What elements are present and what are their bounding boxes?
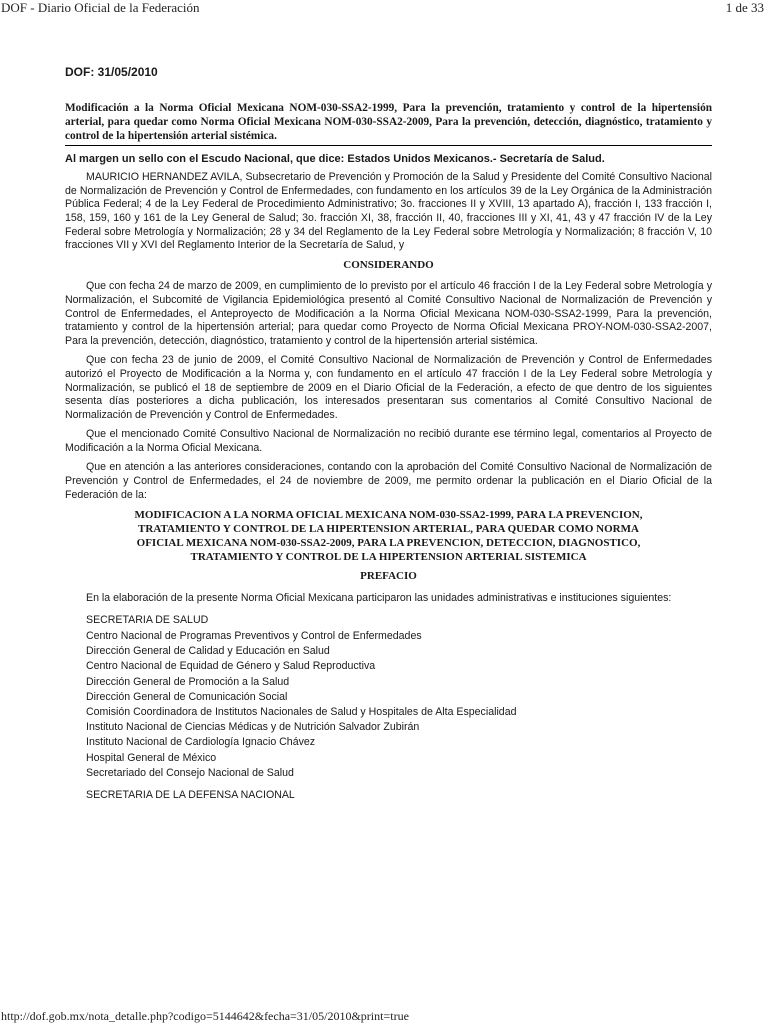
institution-item: Dirección General de Calidad y Educación en Salud [86,645,330,658]
document-body [65,66,712,811]
institution-group-heading: SECRETARIA DE LA DEFENSA NACIONAL [86,789,295,802]
prefacio-heading: PREFACIO [360,570,417,583]
institution-item: Hospital General de México [86,751,217,764]
print-footer-url[interactable]: http://dof.gob.mx/nota_detalle.php?codigo=5144642&fecha=31/05/2010&print=true [1,1009,409,1023]
institution-item: Centro Nacional de Programas Preventivos y Control de Enfermedades [86,630,422,643]
dof-date-line: DOF: 31/05/2010 [65,65,158,79]
institution-group-heading: SECRETARIA DE SALUD [86,614,209,627]
seal-line: Al margen un sello con el Escudo Nacional, que dice: Estados Unidos Mexicanos.- Secretaría de Salud. [65,152,605,165]
prefacio-intro: En la elaboración de la presente Norma Oficial Mexicana participaron las unidades administrativas e instituciones siguientes: [86,591,672,604]
institution-item: Centro Nacional de Equidad de Género y Salud Reproductiva [86,660,376,673]
print-header [0,0,768,16]
institution-item: Secretariado del Consejo Nacional de Salud [86,766,294,779]
institution-group-defensa [65,789,712,803]
institution-item: Instituto Nacional de Ciencias Médicas y de Nutrición Salvador Zubirán [86,721,420,734]
considerando-paragraph-3: Que el mencionado Comité Consultivo Nacional de Normalización no recibió durante ese término legal, comentarios al Proyecto de Modificación a la Norma Oficial Mexicana. [65,428,712,454]
print-header-title: DOF - Diario Oficial de la Federación [1,0,200,15]
institution-item: Comisión Coordinadora de Institutos Nacionales de Salud y Hospitales de Alta Especialidad [86,706,517,719]
print-header-page-count: 1 de 33 [725,0,764,15]
considerando-paragraph-2: Que con fecha 23 de junio de 2009, el Comité Consultivo Nacional de Normalización de Prevención y Control de Enfermedades autorizó el Proyecto de Modificación a la Norma y, con fundamento en el artículo 47 fracción I de la Ley Federal sobre Metrología y Normalización, se publicó el 18 de septiembre de 2009 en el Diario Oficial de la Federación, a efecto de que dentro de los siguientes sesenta días posteriores a dicha publicación, los interesados presentaran sus comentarios al Comité Consultivo Nacional de Normalización de Prevención y Control de Enfermedades. [65,354,712,421]
considerando-heading: CONSIDERANDO [343,258,434,271]
preamble-paragraph: MAURICIO HERNANDEZ AVILA, Subsecretario de Prevención y Promoción de la Salud y Presidente del Comité Consultivo Nacional de Normalización de Prevención y Control de Enfermedades, con fundamento en los artículos 39 de la Ley Orgánica de la Administración Pública Federal; 4 de la Ley Federal de Procedimiento Administrativo; 3o. fracciones II y XVIII, 13 apartado A), fracción I, 133 fracción I, 158, 159, 160 y 161 de la Ley General de Salud; 3o. fracción XI, 38, fracción II, 40, fracciones III y XI, 41, 43 y 47 fracción IV de la Ley Federal sobre Metrología y Normalización; 28 y 34 del Reglamento de la Ley Federal sobre Metrología y Normalización; 8 fracción V, 10 fracciones VII y XVI del Reglamento Interior de la Secretaría de Salud, y [65,171,712,252]
considerando-paragraph-1: Que con fecha 24 de marzo de 2009, en cumplimiento de lo previsto por el artículo 46 fracción I de la Ley Federal sobre Metrología y Normalización, el Subcomité de Vigilancia Epidemiológica presentó al Comité Consultivo Nacional de Normalización de Prevención y Control de Enfermedades, el Anteproyecto de Modificación a la Norma Oficial Mexicana NOM-030-SSA2-1999, Para la prevención, tratamiento y control de la hipertensión arterial; para quedar como Proyecto de Norma Oficial Mexicana PROY-NOM-030-SSA2-2007, Para la prevención, detección, diagnóstico, tratamiento y control de la hipertensión arterial sistémica. [65,280,712,347]
institution-item: Dirección General de Comunicación Social [86,690,288,703]
considerando-paragraph-4: Que en atención a las anteriores consideraciones, contando con la aprobación del Comité Consultivo Nacional de Normalización de Prevención y Control de Enfermedades, el 24 de noviembre de 2009, me permito ordenar la publicación en el Diario Oficial de la Federación de la: [65,461,712,501]
document-title: Modificación a la Norma Oficial Mexicana NOM-030-SSA2-1999, Para la prevención, tratamiento y control de la hipertensión arterial, para quedar como Norma Oficial Mexicana NOM-030-SSA2-2009, Para la prevención, detección, diagnóstico, tratamiento y control de la hipertensión arterial sistémica. [65,101,712,146]
institution-item: Instituto Nacional de Cardiología Ignacio Chávez [86,736,316,749]
norm-title: MODIFICACION A LA NORMA OFICIAL MEXICANA NOM-030-SSA2-1999, PARA LA PREVENCION, TRATAMIENTO Y CONTROL DE LA HIPERTENSION ARTERIAL, PARA QUEDAR COMO NORMA OFICIAL MEXICANA NOM-030-SSA2-2009, PARA LA PREVENCION, DETECCION, DIAGNOSTICO, TRATAMIENTO Y CONTROL DE LA HIPERTENSION ARTERIAL SISTEMICA [134,509,643,564]
institution-item: Dirección General de Promoción a la Salud [86,675,290,688]
institution-group-salud [65,614,712,781]
